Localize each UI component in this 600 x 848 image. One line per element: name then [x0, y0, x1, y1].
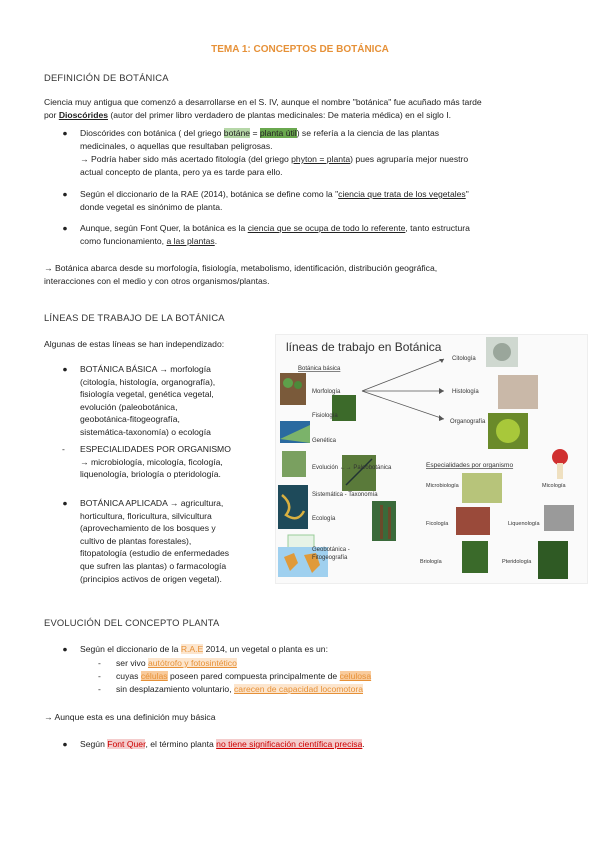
bullet-line: Aunque, según Font Quer, la botánica es la ciencia que se ocupa de todo lo referente, tanto estructura [80, 223, 470, 233]
bullet-line: medicinales, o aquellas que resultaban peligrosas. [80, 141, 273, 151]
highlight-locomotora: carecen de capacidad locomotora [234, 684, 363, 694]
bullet-line: → Podría haber sido más acertado fitología (del griego phyton = planta) pues agruparía mejor nuestro [80, 154, 469, 164]
pteridologia-photo [538, 541, 568, 579]
bullet-line: Según el diccionario de la RAE (2014), botánica se define como la "ciencia que trata de los vegetales" [80, 189, 469, 199]
svg-text:Morfología: Morfología [312, 389, 341, 395]
paragraph-line: Ciencia muy antigua que comenzó a desarrollarse en el S. IV, aunque el nombre "botánica" fue acuñado más tarde [44, 97, 482, 107]
forest-photo [372, 501, 396, 541]
histologia-photo [498, 375, 538, 409]
bullet-icon: ● [62, 644, 68, 654]
aplicada-list: BOTÁNICA APLICADA → agricultura, horticultura, floricultura, silvicultura (aprovechamiento de los bosques y cultivo de plantas forestales), fitopatología (estudio de enfermedades que sufren las plantas) o farmacología (principios activos de origen vegetal). [80, 498, 230, 584]
dash-marker: - [98, 684, 101, 694]
dash-marker: - [62, 444, 65, 454]
highlight-no-significacion: no tiene significación científica precisa [216, 739, 363, 749]
dash-marker: - [98, 671, 101, 681]
definition-item: sin desplazamiento voluntario, carecen de capacidad locomotora [116, 684, 363, 694]
svg-text:Fitogeografía: Fitogeografía [312, 555, 348, 561]
bullet-line: Según Font Quer, el término planta no tiene significación científica precisa. [80, 739, 365, 749]
bullet-icon: ● [62, 189, 68, 199]
diagram-svg [276, 335, 588, 584]
bullet-line: como funcionamiento, a las plantas. [80, 236, 218, 246]
bullet-line: Según el diccionario de la R.A.E 2014, un vegetal o planta es un: [80, 644, 328, 654]
genetica-photo [282, 451, 306, 477]
paragraph-line: → Aunque esta es una definición muy básica [44, 712, 216, 722]
briologia-photo [462, 541, 488, 573]
svg-text:Pteridología: Pteridología [502, 559, 532, 565]
highlight-celulosa: celulosa [339, 671, 372, 681]
bullet-icon: ● [62, 364, 68, 374]
diagram-espec-label: Especialidades por organismo [426, 462, 514, 469]
intro-line: Algunas de estas líneas se han independizado: [44, 339, 225, 349]
ficologia-photo [456, 507, 490, 535]
mushroom-photo [552, 449, 568, 465]
definition-item: ser vivo autótrofo y fotosintético [116, 658, 237, 668]
highlight-botane: botáne [223, 128, 251, 138]
paragraph-line: → Botánica abarca desde su morfología, fisiología, metabolismo, identificación, distribución geográfica, [44, 263, 438, 273]
svg-text:Evolución ←→ Paleobotánica: Evolución ←→ Paleobotánica [312, 465, 392, 471]
botany-diagram [275, 334, 588, 584]
svg-text:Liquenología: Liquenología [508, 521, 540, 527]
svg-text:Organografía: Organografía [450, 419, 486, 425]
svg-text:Sistemática - Taxonomía: Sistemática - Taxonomía [312, 492, 378, 498]
svg-text:Citología: Citología [452, 356, 476, 362]
svg-text:Ecología: Ecología [312, 516, 336, 522]
highlight-celulas: células [140, 671, 168, 681]
paragraph-line: interacciones con el medio y con otros organismos/plantas. [44, 276, 270, 286]
svg-text:Micología: Micología [542, 483, 566, 489]
bullet-line: actual concepto de planta, pero ya es tarde para ello. [80, 167, 283, 177]
svg-text:Genética: Genética [312, 438, 337, 444]
section-heading-definicion: DEFINICIÓN DE BOTÁNICA [44, 72, 169, 83]
paragraph-line: por Dioscórides (autor del primer libro verdadero de plantas medicinales: De materia médica) en el siglo I. [44, 110, 451, 120]
highlight-font-quer: Font Quer [107, 739, 146, 749]
highlight-planta-util: planta útil [259, 128, 297, 138]
section-heading-lineas: LÍNEAS DE TRABAJO DE LA BOTÁNICA [44, 312, 225, 323]
diagram-title: líneas de trabajo en Botánica [286, 340, 442, 354]
svg-text:Histología: Histología [452, 389, 479, 395]
highlight-rae: R.A.E [180, 644, 204, 654]
liquenologia-photo [544, 505, 574, 531]
bullet-line: Dioscórides con botánica ( del griego botáne = planta útil) se refería a la ciencia de las plantas [80, 128, 440, 138]
definition-item: cuyas células poseen pared compuesta principalmente de celulosa [116, 671, 372, 681]
page-title: TEMA 1: CONCEPTOS DE BOTÁNICA [211, 44, 389, 55]
bullet-icon: ● [62, 739, 68, 749]
section-heading-evolucion: EVOLUCIÓN DEL CONCEPTO PLANTA [44, 617, 220, 628]
dash-marker: - [98, 658, 101, 668]
diagram-basica-label: Botánica básica [298, 366, 341, 372]
svg-text:Geobotánica -: Geobotánica - [312, 547, 350, 553]
bullet-icon: ● [62, 498, 68, 508]
basica-list: BOTÁNICA BÁSICA → morfología (citología, histología, organografía), fisiología vegetal, genética vegetal, evolución (paleobotánica, geobotánica-fitogeografía, sistemática-taxonomía) o ecología [80, 364, 216, 437]
bullet-line: donde vegetal es sinónimo de planta. [80, 202, 223, 212]
bullet-icon: ● [62, 128, 68, 138]
svg-text:Ficología: Ficología [426, 521, 449, 527]
microbiologia-photo [462, 473, 502, 503]
evolucion-photo [278, 485, 308, 529]
bullet-icon: ● [62, 223, 68, 233]
morfologia-photo [280, 373, 306, 405]
svg-text:Fisiología: Fisiología [312, 413, 338, 419]
svg-text:Briología: Briología [420, 559, 442, 565]
svg-text:Microbiología: Microbiología [426, 483, 459, 489]
highlight-autotrofo: autótrofo y fotosintético [148, 658, 237, 668]
dioscorides-name: Dioscórides [58, 110, 109, 120]
especialidades-list: ESPECIALIDADES POR ORGANISMO → microbiología, micología, ficología, liquenología, briología o pteridología. [80, 444, 231, 480]
